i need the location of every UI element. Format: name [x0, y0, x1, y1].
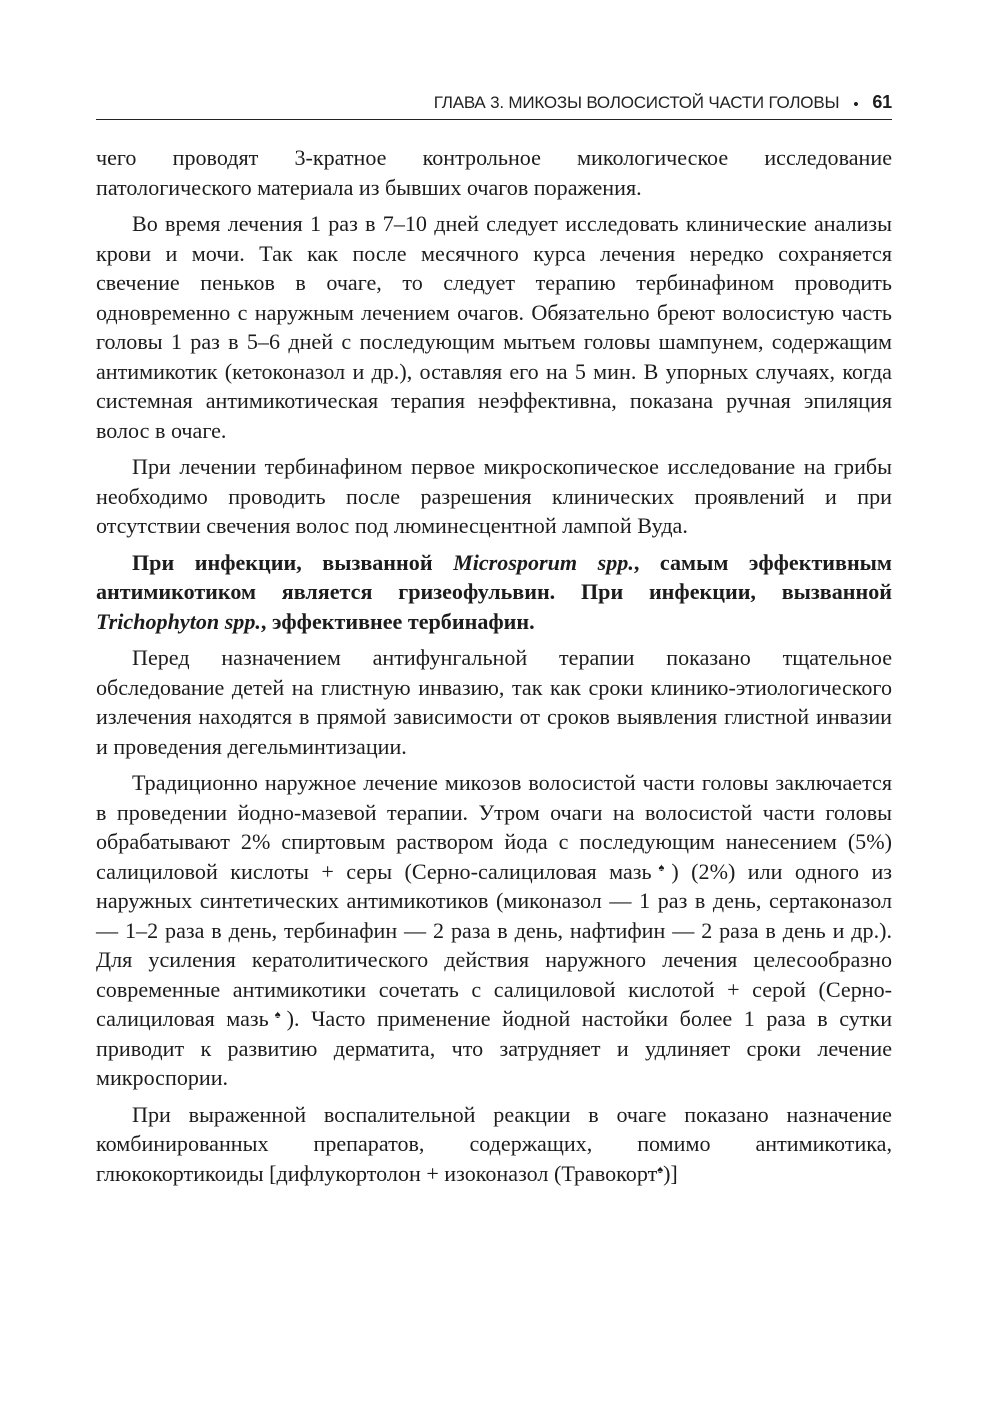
spade-mark-icon: ♠	[657, 1163, 664, 1176]
p4-text-1: При инфекции, вызванной	[132, 549, 454, 575]
paragraph-4-emphasis	[96, 548, 892, 637]
header-bullet: •	[853, 96, 859, 113]
p6-text-3: ). Часто применение йодной настойки более 1 раза в сутки приводит к развитию дерматита, что затрудняет и удлиняет сроки лечение микроспории.	[96, 1006, 893, 1090]
page-number: 61	[872, 92, 892, 112]
p4-text-3: , эффективнее тербинафин.	[260, 608, 535, 634]
body-text	[96, 143, 892, 1195]
p4-text-2: , самым эффективным антимикотиком является гризеофульвин. При инфекции, вызванной	[96, 549, 892, 604]
spade-mark-icon: ♠	[651, 861, 672, 874]
paragraph-6	[96, 768, 892, 1093]
paragraph-1: чего проводят 3-кратное контрольное микологическое исследование патологического материала из бывших очагов поражения.	[96, 145, 892, 200]
spade-mark-icon: ♠	[268, 1009, 287, 1021]
paragraph-3: При лечении тербинафином первое микроскопическое исследование на грибы необходимо проводить после разрешения клинических проявлений и при отсутствии свечения волос под люминесцентной лампой Вуда.	[96, 454, 892, 538]
paragraph-5: Перед назначением антифунгальной терапии показано тщательное обследование детей на глистную инвазию, так как сроки клинико-этиологического излечения находятся в прямой зависимости от сроков выявления глистной инвазии и проведения дегельминтизации.	[96, 645, 892, 759]
p7-text-1: При выраженной воспалительной реакции в очаге показано назначение комбинированных препаратов, содержащих, помимо антимикотика, глюкокортикоиды [дифлукортолон + изоконазол (Травокорт	[96, 1101, 892, 1186]
paragraph-7	[96, 1100, 892, 1189]
genus-microsporum: Microsporum spp.	[453, 549, 634, 575]
p6-text-1: Традиционно наружное лечение микозов волосистой части головы заключается в проведении йодно-мазевой терапии. Утром очаги на волосистой части головы обрабатывают 2% спиртовым раствором йода с последующим нанесением (5%) салициловой кислоты + серы (Серно-салициловая мазь	[96, 770, 892, 884]
paragraph-2: Во время лечения 1 раз в 7–10 дней следует исследовать клинические анализы крови и мочи. Так как после месячного курса лечения нередко сохраняется свечение пеньков в очаге, то следует терапию тербинафином проводить одновременно с наружным лечением очагов. Обязательно бреют волосистую часть головы 1 раз в 5–6 дней с последующим мытьем головы шампунем, содержащим антимикотик (кетоконазол и др.), оставляя его на 5 мин. В упорных случаях, когда системная антимикотическая терапия неэффективна, показана ручная эпиляция волос в очаге.	[96, 211, 892, 443]
running-header	[96, 90, 892, 120]
genus-trichophyton: Trichophyton spp.	[96, 608, 261, 634]
chapter-title: ГЛАВА 3. МИКОЗЫ ВОЛОСИСТОЙ ЧАСТИ ГОЛОВЫ	[433, 93, 840, 112]
p6-text-2: ) (2%) или одного из наружных синтетических антимикотиков (миконазол — 1 раз в день, сертаконазол — 1–2 раза в день, тербинафин — 2 раза в день, нафтифин — 2 раза в день и др.). Для усиления кератолитического действия наружного лечения целесообразно современные антимикотики сочетать с салициловой кислотой + серой (Серно-салициловая мазь	[96, 858, 893, 1031]
p7-text-2: )]	[663, 1160, 678, 1186]
